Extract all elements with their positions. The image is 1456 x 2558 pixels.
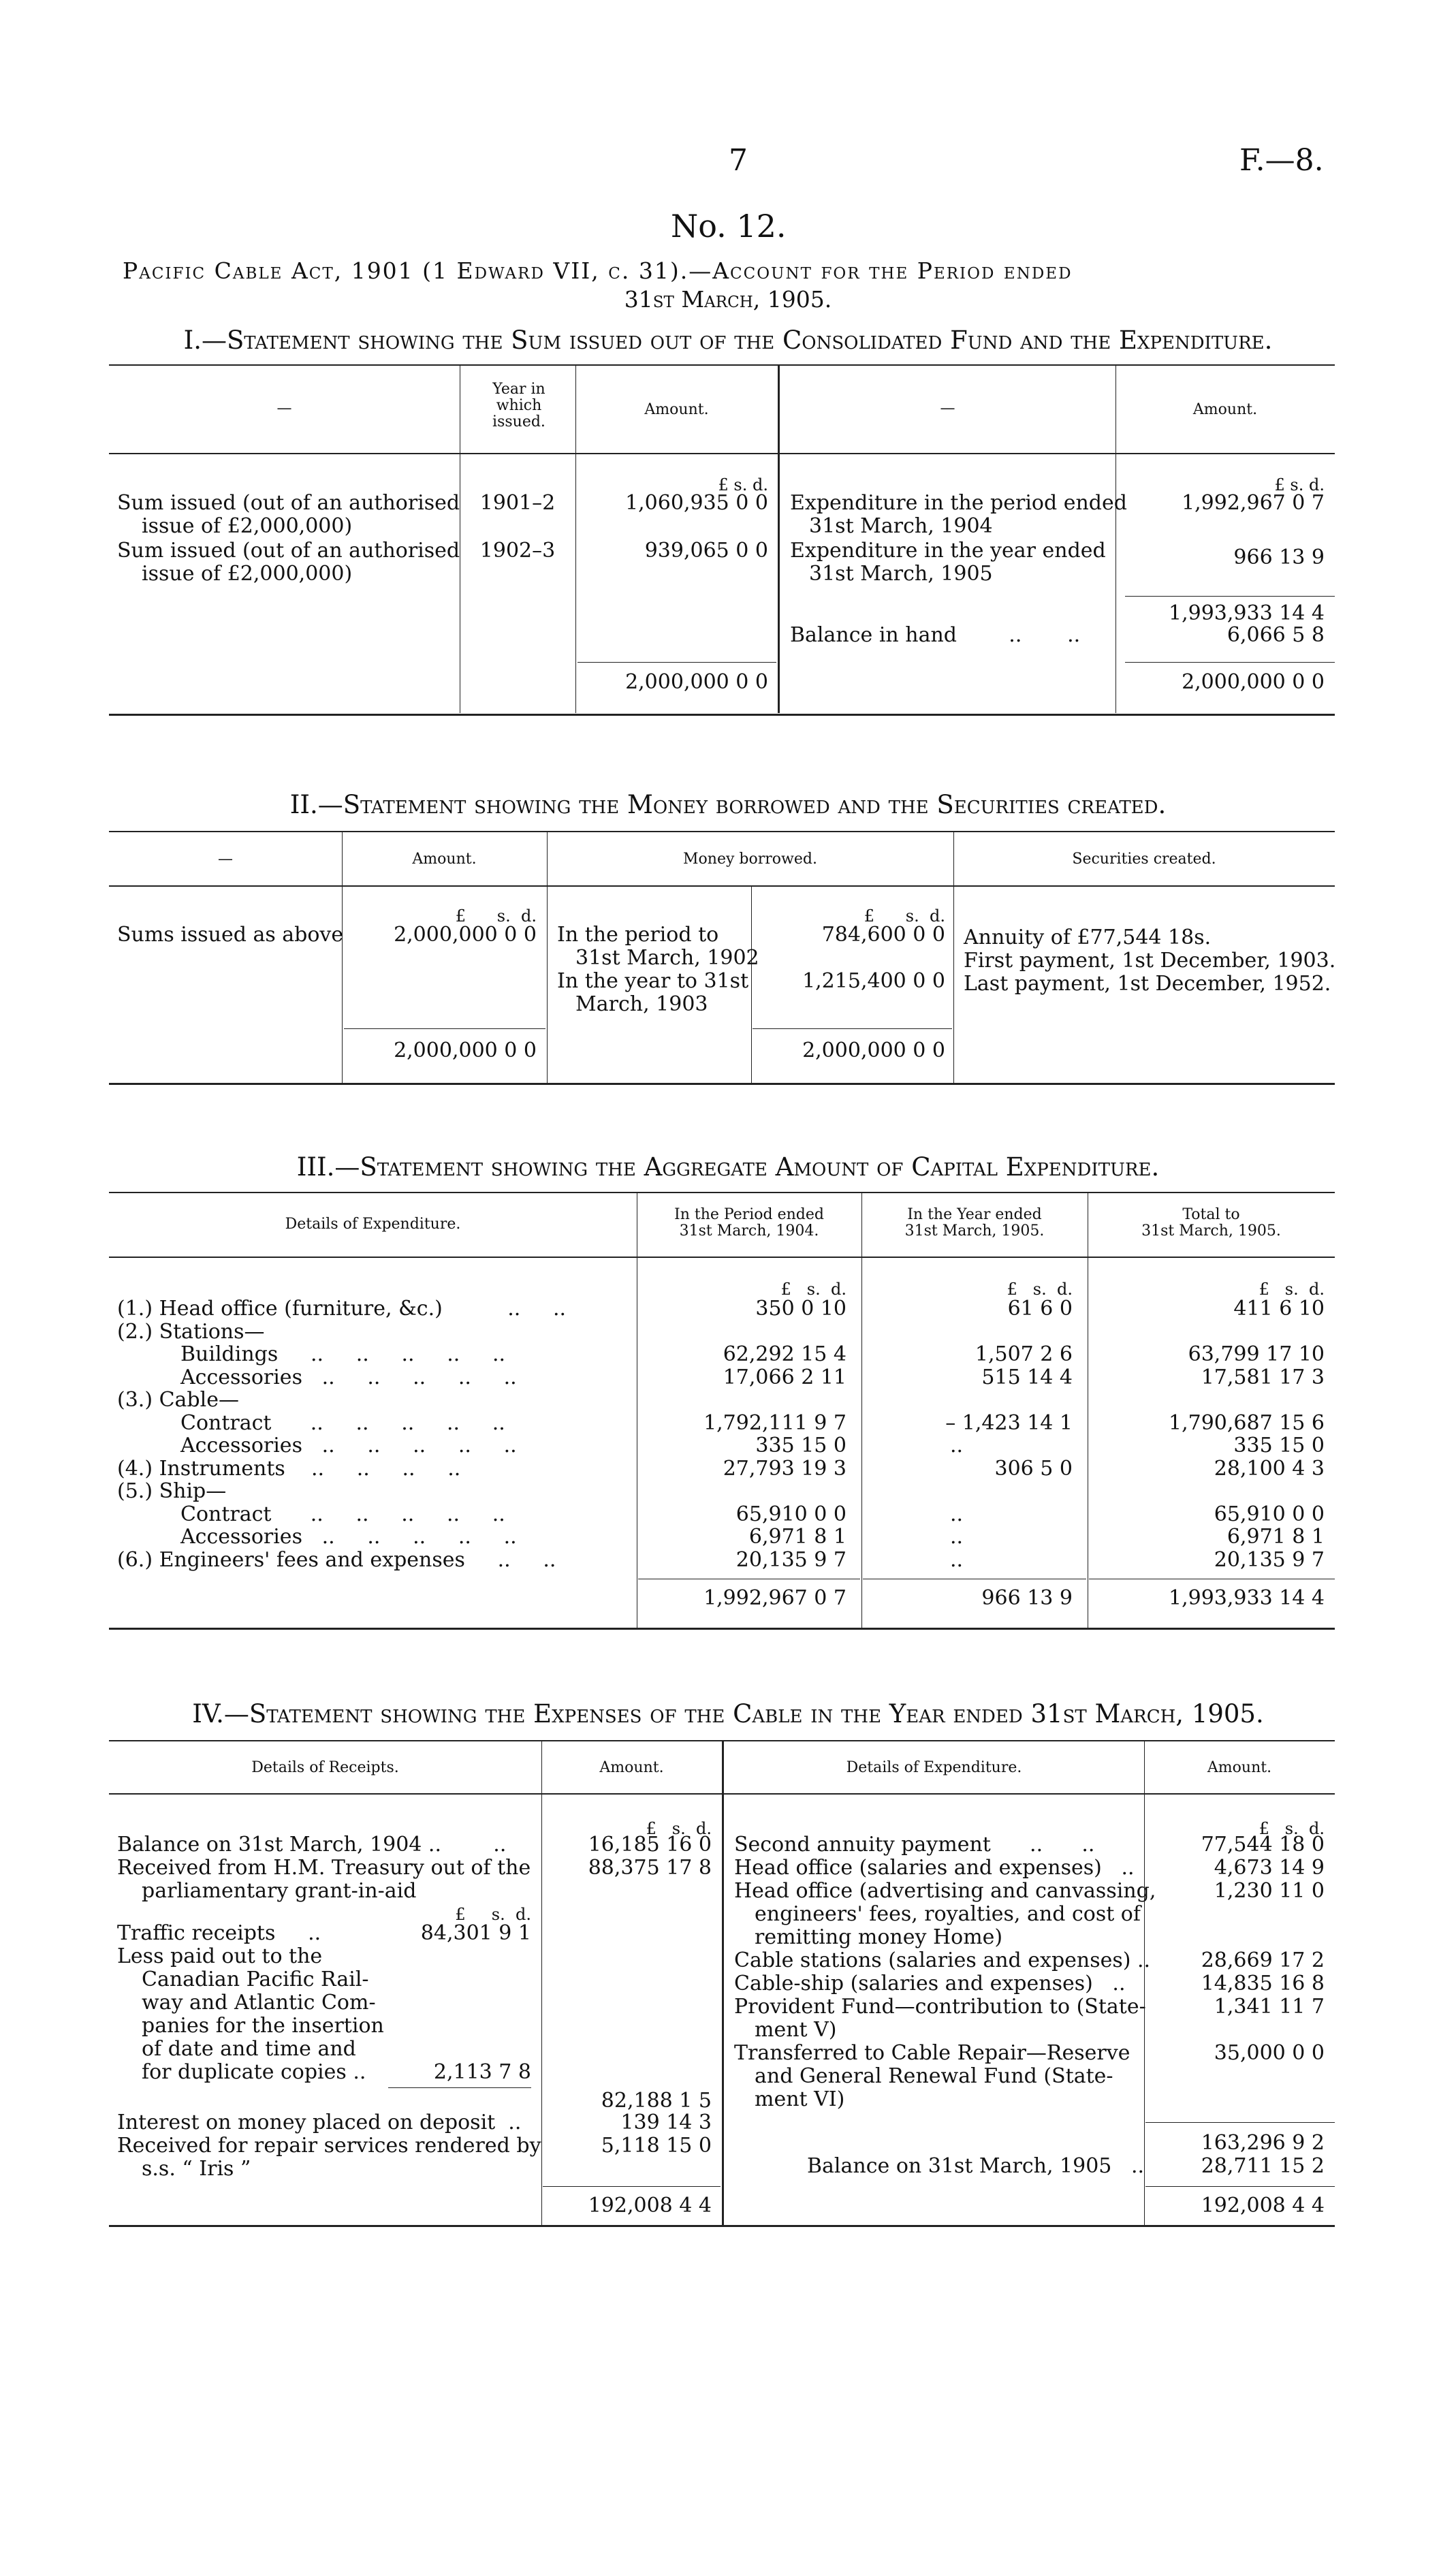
s4-col-amount-right: Amount. bbox=[1207, 1759, 1272, 1776]
s2-total-left: 2,000,000 0 0 bbox=[394, 1039, 537, 1062]
s3-top-rule bbox=[109, 1192, 1335, 1193]
s3-row-value-b: 515 14 4 bbox=[981, 1365, 1073, 1389]
s4-exp-provident: Provident Fund—contribution to (State- bbox=[734, 1995, 1146, 2019]
s2-total-mid: 2,000,000 0 0 bbox=[802, 1039, 945, 1062]
s4-col-expenditure: Details of Expenditure. bbox=[846, 1759, 1022, 1776]
s4-balance-1904-amount: 16,185 16 0 bbox=[588, 1833, 712, 1857]
s4-exp-stations: Cable stations (salaries and expenses) .. bbox=[734, 1948, 1151, 1972]
s3-row-value-b: – 1,423 14 1 bbox=[945, 1411, 1073, 1435]
s2-security-3: Last payment, 1st December, 1952. bbox=[964, 972, 1331, 996]
s4-traffic-amount: 84,301 9 1 bbox=[420, 1921, 531, 1945]
s4-traffic: Traffic receipts .. bbox=[117, 1921, 321, 1945]
s4-exp-subtotal: 163,296 9 2 bbox=[1201, 2131, 1325, 2155]
s2-borrow1-l2: 31st March, 1902 bbox=[575, 946, 759, 970]
s1-col-year: Year in which issued. bbox=[492, 381, 545, 430]
s3-row-value-a: 17,066 2 11 bbox=[723, 1365, 846, 1389]
s3-row-label: (2.) Stations— bbox=[117, 1320, 265, 1344]
account-title-line1: Pacific Cable Act, 1901 (1 Edward VII, c. 31).—Account for the Period ended bbox=[123, 257, 1073, 284]
s3-row-label: Contract .. .. .. .. .. bbox=[180, 1411, 505, 1435]
s3-row-value-c: 28,100 4 3 bbox=[1214, 1457, 1325, 1481]
s1-currency-left: £ s. d. bbox=[718, 475, 768, 494]
s4-exp-transfer-3: ment VI) bbox=[755, 2087, 845, 2111]
s4-exp-ship-amount: 14,835 16 8 bbox=[1201, 1972, 1325, 1995]
s3-col-p2-l1: In the Year ended bbox=[907, 1206, 1042, 1223]
s4-less-5: of date and time and bbox=[142, 2037, 356, 2061]
s2-borrow2-l2: March, 1903 bbox=[575, 992, 708, 1016]
s3-row-value-c: 17,581 17 3 bbox=[1201, 1365, 1325, 1389]
s1-col-dash-right: — bbox=[940, 400, 955, 417]
s3-total-b: 966 13 9 bbox=[981, 1586, 1073, 1610]
s3-row-label: (6.) Engineers' fees and expenses .. .. bbox=[117, 1548, 556, 1572]
s2-top-rule bbox=[109, 831, 1335, 832]
s2-col-money: Money borrowed. bbox=[683, 851, 817, 868]
s4-sub-currency: £ s. d. bbox=[455, 1905, 531, 1924]
s2-currency-left: £ s. d. bbox=[455, 906, 537, 926]
s3-currency-c: £ s. d. bbox=[1259, 1280, 1325, 1299]
s3-row-value-b: .. bbox=[950, 1502, 964, 1526]
s1-row2-desc2: issue of £2,000,000) bbox=[142, 562, 353, 586]
s3-row-label: (1.) Head office (furniture, &c.) .. .. bbox=[117, 1297, 567, 1321]
s3-col-p1-l2: 31st March, 1904. bbox=[679, 1222, 819, 1239]
statement-4-title: IV.—Statement showing the Expenses of the Cable in the Year ended 31st March, 1905. bbox=[192, 1699, 1264, 1728]
s4-treasury-amount: 88,375 17 8 bbox=[588, 1856, 712, 1880]
s1-row2-amount: 939,065 0 0 bbox=[644, 539, 768, 563]
s3-row-value-b: 61 6 0 bbox=[1007, 1297, 1073, 1321]
s2-total-rule-mid bbox=[753, 1028, 952, 1029]
s3-row-value-a: 1,792,111 9 7 bbox=[703, 1411, 846, 1435]
s2-security-1: Annuity of £77,544 18s. bbox=[964, 926, 1212, 949]
s1-exp2-desc2: 31st March, 1905 bbox=[809, 562, 993, 586]
s1-row1-year: 1901–2 bbox=[479, 491, 556, 515]
s1-row2-year: 1902–3 bbox=[479, 539, 556, 563]
document-number: No. 12. bbox=[671, 208, 787, 244]
page-number: 7 bbox=[729, 143, 748, 178]
s2-vline bbox=[547, 832, 548, 1083]
s2-col-dash: — bbox=[218, 851, 233, 868]
s4-vline-divider bbox=[722, 1741, 724, 2225]
s2-borrow2-l1: In the year to 31st bbox=[557, 969, 749, 993]
statement-1-title: I.—Statement showing the Sum issued out of the Consolidated Fund and the Expenditure. bbox=[183, 326, 1273, 355]
s4-total-rule-right bbox=[1145, 2186, 1335, 2187]
s3-row-value-a: 65,910 0 0 bbox=[735, 1502, 846, 1526]
s4-net-amount: 82,188 1 5 bbox=[601, 2089, 712, 2113]
s4-dup-amount: 2,113 7 8 bbox=[433, 2060, 531, 2084]
s2-vline bbox=[342, 832, 343, 1083]
s4-total-left: 192,008 4 4 bbox=[588, 2194, 712, 2217]
s4-total-right: 192,008 4 4 bbox=[1201, 2194, 1325, 2217]
s4-vline bbox=[541, 1741, 542, 2225]
s4-exp-head-salaries-amount: 4,673 14 9 bbox=[1214, 1856, 1325, 1880]
s1-total-left: 2,000,000 0 0 bbox=[625, 670, 768, 694]
s3-currency-a: £ s. d. bbox=[780, 1280, 846, 1299]
s2-row-label: Sums issued as above bbox=[117, 923, 344, 947]
s3-row-value-b: .. bbox=[950, 1525, 964, 1549]
s4-exp-head-advert: Head office (advertising and canvassing, bbox=[734, 1879, 1156, 1903]
s1-subtotal-rule bbox=[1125, 596, 1335, 597]
s1-balance-label: Balance in hand .. .. bbox=[790, 623, 1081, 647]
s3-row-value-c: 335 15 0 bbox=[1233, 1434, 1325, 1457]
s4-exp-head-salaries: Head office (salaries and expenses) .. bbox=[734, 1856, 1135, 1880]
s3-row-value-a: 27,793 19 3 bbox=[723, 1457, 846, 1481]
document-code: F.—8. bbox=[1239, 143, 1324, 178]
s1-col-amount: Amount. bbox=[644, 401, 709, 418]
s2-col-securities: Securities created. bbox=[1072, 851, 1216, 868]
s4-currency-left: £ s. d. bbox=[646, 1819, 712, 1838]
s4-bottom-rule bbox=[109, 2225, 1335, 2227]
s1-total-right: 2,000,000 0 0 bbox=[1182, 670, 1325, 694]
s3-bottom-rule bbox=[109, 1628, 1335, 1630]
s1-exp1-amount: 1,992,967 0 7 bbox=[1182, 491, 1325, 515]
s4-repair-l2: s.s. “ Iris ” bbox=[142, 2157, 251, 2181]
s3-col-p3-l1: Total to bbox=[1182, 1206, 1240, 1223]
s3-row-value-c: 65,910 0 0 bbox=[1214, 1502, 1325, 1526]
s2-bottom-rule bbox=[109, 1083, 1335, 1085]
account-title-line2: 31st March, 1905. bbox=[624, 286, 832, 313]
s3-head-rule bbox=[109, 1257, 1335, 1258]
s2-col-amount: Amount. bbox=[412, 851, 477, 868]
s4-less-2: Canadian Pacific Rail- bbox=[142, 1968, 369, 1991]
s4-exp-annuity-amount: 77,544 18 0 bbox=[1201, 1833, 1325, 1857]
s1-row1-desc: Sum issued (out of an authorised bbox=[117, 491, 460, 515]
s1-exp1-desc: Expenditure in the period ended bbox=[790, 491, 1127, 515]
s4-less-1: Less paid out to the bbox=[117, 1944, 323, 1968]
s1-exp1-desc2: 31st March, 1904 bbox=[809, 514, 993, 538]
s4-col-receipts: Details of Receipts. bbox=[251, 1759, 399, 1776]
s3-row-label: (5.) Ship— bbox=[117, 1479, 227, 1503]
s4-dup: for duplicate copies .. bbox=[142, 2060, 366, 2084]
s1-head-rule bbox=[109, 453, 1335, 454]
s1-row2-desc: Sum issued (out of an authorised bbox=[117, 539, 460, 563]
s4-exp-transfer: Transferred to Cable Repair—Reserve bbox=[734, 2041, 1130, 2065]
s3-row-label: Contract .. .. .. .. .. bbox=[180, 1502, 505, 1526]
s3-row-label: Accessories .. .. .. .. .. bbox=[180, 1365, 517, 1389]
s4-less-4: panies for the insertion bbox=[142, 2014, 384, 2038]
s3-row-label: Accessories .. .. .. .. .. bbox=[180, 1525, 517, 1549]
s1-exp2-desc: Expenditure in the year ended bbox=[790, 539, 1106, 563]
s3-row-value-a: 350 0 10 bbox=[755, 1297, 846, 1321]
s1-currency-right: £ s. d. bbox=[1274, 475, 1325, 494]
s4-exp-head-advert-amount: 1,230 11 0 bbox=[1214, 1879, 1325, 1903]
s3-currency-b: £ s. d. bbox=[1007, 1280, 1073, 1299]
s4-exp-transfer-2: and General Renewal Fund (State- bbox=[755, 2064, 1113, 2088]
s4-treasury-l1: Received from H.M. Treasury out of the bbox=[117, 1856, 531, 1880]
s4-exp-stations-amount: 28,669 17 2 bbox=[1201, 1948, 1325, 1972]
s3-total-a: 1,992,967 0 7 bbox=[703, 1586, 846, 1610]
s1-vline-divider bbox=[778, 366, 780, 713]
s1-top-rule bbox=[109, 364, 1335, 366]
s3-col-p1-l1: In the Period ended bbox=[674, 1206, 824, 1223]
s4-net-rule bbox=[388, 2087, 531, 2088]
s4-subtotal-rule bbox=[1145, 2122, 1335, 2123]
s2-head-rule bbox=[109, 885, 1335, 887]
s1-row1-amount: 1,060,935 0 0 bbox=[625, 491, 768, 515]
s2-total-rule-left bbox=[344, 1028, 545, 1029]
s4-repair-l1: Received for repair services rendered by bbox=[117, 2134, 541, 2158]
s2-borrow2-amount: 1,215,400 0 0 bbox=[802, 969, 945, 993]
s4-treasury-l2: parliamentary grant-in-aid bbox=[142, 1879, 417, 1903]
s1-bottom-rule bbox=[109, 714, 1335, 716]
s3-row-value-a: 62,292 15 4 bbox=[723, 1342, 846, 1366]
s3-row-label: Buildings .. .. .. .. .. bbox=[180, 1342, 506, 1366]
s2-vline bbox=[751, 885, 752, 1083]
s4-col-amount: Amount. bbox=[599, 1759, 664, 1776]
s1-total-rule-left bbox=[577, 662, 776, 663]
s3-row-value-b: .. bbox=[950, 1434, 964, 1457]
s4-balance-1905-amount: 28,711 15 2 bbox=[1201, 2154, 1325, 2178]
s4-total-rule-left bbox=[543, 2186, 721, 2187]
s2-borrow1-amount: 784,600 0 0 bbox=[821, 923, 945, 947]
s3-row-value-c: 20,135 9 7 bbox=[1214, 1548, 1325, 1572]
s3-row-value-c: 63,799 17 10 bbox=[1188, 1342, 1325, 1366]
s4-exp-provident-2: ment V) bbox=[755, 2018, 837, 2042]
s3-row-value-a: 335 15 0 bbox=[755, 1434, 846, 1457]
s1-subtotal: 1,993,933 14 4 bbox=[1168, 601, 1325, 625]
s4-repair-amount: 5,118 15 0 bbox=[601, 2134, 712, 2158]
s4-exp-head-advert-3: remitting money Home) bbox=[755, 1925, 1003, 1949]
s3-col-p2-l2: 31st March, 1905. bbox=[904, 1222, 1045, 1239]
s4-currency-right: £ s. d. bbox=[1259, 1819, 1325, 1838]
s3-row-value-a: 20,135 9 7 bbox=[735, 1548, 846, 1572]
s3-row-label: (3.) Cable— bbox=[117, 1388, 239, 1412]
s3-row-value-b: 1,507 2 6 bbox=[975, 1342, 1073, 1366]
s3-vline bbox=[861, 1193, 862, 1628]
s2-borrow1-l1: In the period to bbox=[557, 923, 719, 947]
s1-col-amount-right: Amount. bbox=[1192, 401, 1258, 418]
s1-col-dash: — bbox=[276, 400, 292, 417]
statement-3-title: III.—Statement showing the Aggregate Amount of Capital Expenditure. bbox=[296, 1152, 1160, 1182]
s3-total-c: 1,993,933 14 4 bbox=[1168, 1586, 1325, 1610]
s3-row-label: Accessories .. .. .. .. .. bbox=[180, 1434, 517, 1457]
s3-row-value-b: .. bbox=[950, 1548, 964, 1572]
s4-less-3: way and Atlantic Com- bbox=[142, 1991, 376, 2015]
s1-row1-desc2: issue of £2,000,000) bbox=[142, 514, 353, 538]
s3-row-value-a: 6,971 8 1 bbox=[748, 1525, 846, 1549]
s3-row-label: (4.) Instruments .. .. .. .. bbox=[117, 1457, 461, 1481]
s4-vline bbox=[1144, 1741, 1145, 2225]
s2-security-2: First payment, 1st December, 1903. bbox=[964, 949, 1336, 973]
s4-interest: Interest on money placed on deposit .. bbox=[117, 2111, 522, 2134]
s3-row-value-c: 1,790,687 15 6 bbox=[1168, 1411, 1325, 1435]
s3-row-value-c: 6,971 8 1 bbox=[1226, 1525, 1325, 1549]
s3-row-value-b: 306 5 0 bbox=[994, 1457, 1073, 1481]
s2-vline bbox=[953, 832, 954, 1083]
s2-row-amount: 2,000,000 0 0 bbox=[394, 923, 537, 947]
s4-exp-provident-amount: 1,341 11 7 bbox=[1214, 1995, 1325, 2019]
statement-2-title: II.—Statement showing the Money borrowed and the Securities created. bbox=[289, 790, 1167, 819]
s1-total-rule-right bbox=[1125, 662, 1335, 663]
s4-exp-head-advert-2: engineers' fees, royalties, and cost of bbox=[755, 1902, 1141, 1926]
s3-row-value-c: 411 6 10 bbox=[1233, 1297, 1325, 1321]
s3-col-details: Details of Expenditure. bbox=[285, 1216, 461, 1233]
s4-balance-1904: Balance on 31st March, 1904 .. .. bbox=[117, 1833, 507, 1857]
s3-col-p3-l2: 31st March, 1905. bbox=[1141, 1222, 1281, 1239]
s4-balance-1905: Balance on 31st March, 1905 .. bbox=[807, 2154, 1145, 2178]
s4-exp-transfer-amount: 35,000 0 0 bbox=[1214, 2041, 1325, 2065]
s4-exp-ship: Cable-ship (salaries and expenses) .. bbox=[734, 1972, 1126, 1995]
s1-exp2-amount: 966 13 9 bbox=[1233, 546, 1325, 569]
s4-exp-annuity: Second annuity payment .. .. bbox=[734, 1833, 1095, 1857]
s4-interest-amount: 139 14 3 bbox=[620, 2111, 712, 2134]
s2-currency-mid: £ s. d. bbox=[864, 906, 945, 926]
s1-balance-amount: 6,066 5 8 bbox=[1226, 623, 1325, 647]
